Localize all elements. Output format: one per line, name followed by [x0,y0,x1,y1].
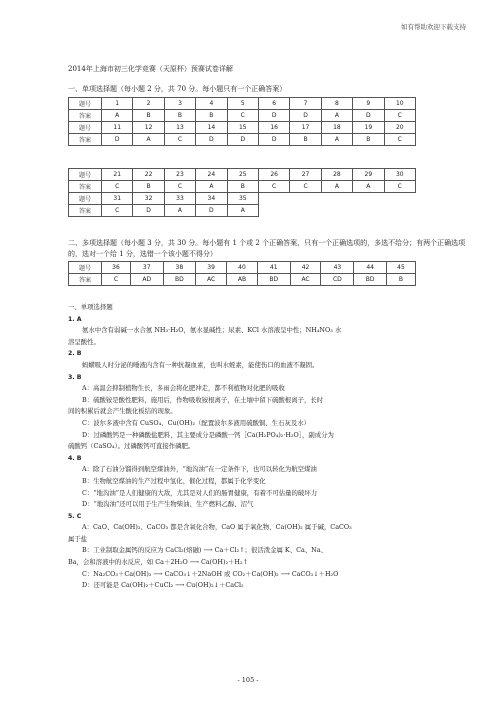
table-cell: 34 [196,193,227,205]
table-cell: 9 [353,98,384,110]
table-cell: AC [196,274,227,286]
row-label-cell: 答案 [69,181,102,193]
table-cell: A [133,134,164,146]
table-cell: 3 [164,98,195,110]
row-label-cell: 题号 [69,193,102,205]
table-cell: 39 [196,262,227,274]
body-line: 间的积累后就会产生酸化板结的现象。 [68,407,177,416]
table-cell: 20 [384,122,415,134]
table-cell: 11 [102,122,133,134]
table-cell: C [102,181,133,193]
table-row [69,110,416,122]
body-line: 1. A [68,315,82,323]
table-cell: D [133,205,164,217]
table-cell: BD [354,274,387,286]
answer-table-3 [68,261,416,286]
body-line: D：“地沟油”还可以用于生产生物柴油、生产燃料乙醇、沼气 [82,500,254,509]
body-line: 2. B [68,350,82,358]
body-line: 3. B [68,373,82,381]
table-cell: 40 [227,262,258,274]
body-line: 蚂蟥吸人时分泌的唾液内含有一种抗凝血素，也叫水蛭素，能使伤口的血液不凝固。 [82,360,319,369]
table-cell: B [133,110,164,122]
document-title: 2014年上海市初三化学竞赛（天原杯）预赛试卷详解 [68,65,233,73]
body-line: 5. C [68,512,82,520]
body-line: 4. B [68,454,82,462]
body-line: 属于盐 [68,534,88,543]
body-line: A：除了石油分馏得到航空煤油外，“地沟油”在一定条件下，也可以转化为航空煤油 [82,465,317,474]
table-cell: 10 [384,98,415,110]
section2-heading: 二、多项选择题（每小题 3 分，共 30 分。每小题有 1 个或 2 个正确答案，只有一个正确选项的，多选不给分；有两个正确选项的，选对一个给 1 分，选错一个该小题不得分） [68,239,466,258]
table-cell: B [164,110,195,122]
body-line: 一、单项选择题 [68,303,113,311]
table-cell: B [133,181,164,193]
table-cell: 14 [196,122,227,134]
table-cell: 29 [353,169,384,181]
table-cell: A [321,181,352,193]
table-cell: 7 [290,98,321,110]
table-cell: 15 [227,122,258,134]
row-label-cell: 题号 [69,169,102,181]
table-row [69,98,416,110]
table-cell: 5 [227,98,258,110]
table-cell: D [196,134,227,146]
body-line: 氨水中含有弱碱一水合氨 NH₃·H₂O，氨水显碱性；尿素、KCl 水溶液呈中性；NH₄NO₃ 水 [82,326,342,335]
table-row [69,193,416,205]
row-label-cell: 答案 [69,274,102,286]
table-row [69,205,416,217]
page-number: - 105 - [237,676,259,684]
table-cell: 16 [258,122,289,134]
table-cell: A [353,181,384,193]
table-cell: C [164,181,195,193]
body-line: B：生物航空煤油的生产过程中氢化、催化过程，都属于化学变化 [82,476,266,485]
table-cell: AD [130,274,163,286]
table-cell: D [290,110,321,122]
table-cell: 43 [321,262,354,274]
table-cell: C [164,134,195,146]
table-cell: CD [321,274,354,286]
body-line: Ba，会和溶液中的水反应，如 Ca＋2H₂O ⟶ Ca(OH)₂＋H₂↑ [68,558,248,567]
table-cell: 44 [354,262,387,274]
table-cell: D [258,110,289,122]
table-cell: 27 [290,169,321,181]
table-cell: 12 [133,122,164,134]
body-line: D：过磷酸钙是一种磷酸盐肥料，其主要成分是磷酸一钙［Ca(H₂PO₄)₂·H₂O］，副成分为 [82,430,334,439]
table-cell: A [196,181,227,193]
table-cell: 19 [353,122,384,134]
row-label-cell: 答案 [69,134,102,146]
body-line: C：波尔多液中含有 CuSO₄、Cu(OH)₂（配置波尔多液用硫酸铜、生石灰及水） [82,418,311,427]
table-cell: 2 [133,98,164,110]
table-row [69,169,416,181]
table-cell: C [102,274,131,286]
table-cell: C [227,110,258,122]
table-row [69,134,416,146]
table-cell: 26 [258,169,289,181]
body-line: 硫酸钙（CaSO₄）。过磷酸钙可直接作磷肥。 [68,442,195,451]
table-cell: 8 [321,98,352,110]
table-cell: 36 [102,262,131,274]
table-cell: 45 [386,262,415,274]
table-row [69,274,416,286]
body-line: C：“地沟油”是人们健康的大敌，尤其是对人们的肠胃健康，有着不可估量的破坏力 [82,488,318,497]
table-cell: 30 [384,169,415,181]
table-cell: 22 [133,169,164,181]
table-cell: 24 [196,169,227,181]
body-line: B：硫酸铵是酸性肥料，施用后，作物吸收铵根离子，在土壤中留下硫酸根离子，长时 [82,395,324,404]
table-cell: B [290,134,321,146]
table-cell: D [227,134,258,146]
page-header-note: 如有帮助欢迎下载支持 [401,23,466,31]
table-cell: 25 [227,169,258,181]
table-cell: AC [290,274,321,286]
table-cell: B [196,110,227,122]
table-cell: D [353,110,384,122]
table-cell: 21 [102,169,133,181]
table-row [69,262,416,274]
table-cell: D [196,205,227,217]
table-cell: 35 [227,193,258,205]
table-cell: 28 [321,169,352,181]
body-line: B：工业制取金属钙的反应为 CaCl₂(熔融) ⟶ Ca＋Cl₂↑；很活泼金属 K、Ca、Na、 [82,546,327,555]
section1-heading: 一、单项选择题（每小题 2 分，共 70 分。每小题只有一个正确答案） [68,85,287,93]
table-cell: 18 [321,122,352,134]
table-cell: 23 [164,169,195,181]
body-line: 溶呈酸性。 [68,337,100,346]
table-cell: 33 [164,193,195,205]
table-cell: C [290,181,321,193]
table-cell: 17 [290,122,321,134]
table-cell: C [384,181,415,193]
table-cell: 1 [102,98,133,110]
table-row [69,122,416,134]
row-label-cell: 答案 [69,110,102,122]
table-cell: 37 [130,262,163,274]
table-cell: 41 [257,262,290,274]
table-cell: BD [257,274,290,286]
table-cell: 32 [133,193,164,205]
table-cell: C [384,134,415,146]
table-cell: C [384,110,415,122]
table-cell: B [386,274,415,286]
table-cell: B [227,181,258,193]
body-line: C：Na₂CO₃＋Ca(OH)₂ ⟶ CaCO₃↓＋2NaOH 或 CO₂＋Ca(OH)₂ ⟶ CaCO₃↓＋H₂O [82,569,339,578]
body-line: D：还可能是 Ca(OH)₂＋CuCl₂ ⟶ Cu(OH)₂↓＋CaCl₂ [82,581,244,590]
table-cell: A [164,205,195,217]
table-cell: BD [163,274,196,286]
table-cell: A [227,205,258,217]
answer-table-2 [68,168,416,217]
answer-table-1 [68,97,416,146]
explanation-body [68,302,468,592]
table-cell: 4 [196,98,227,110]
row-label-cell: 题号 [69,122,102,134]
row-label-cell: 题号 [69,98,102,110]
table-cell: 6 [258,98,289,110]
table-cell: AB [227,274,258,286]
table-cell: 31 [102,193,133,205]
table-cell: C [258,181,289,193]
table-row [69,181,416,193]
table-cell: D [258,134,289,146]
table-cell: A [321,110,352,122]
body-line: A：高温会抑制植物生长，多雨会将化肥冲走，都不利植物对化肥的吸收 [82,384,285,393]
table-cell: C [102,205,133,217]
row-label-cell: 题号 [69,262,102,274]
row-label-cell: 答案 [69,205,102,217]
body-line: A：CaO、Ca(OH)₂、CaCO₃ 都是含氧化合物，CaO 属于氧化物，Ca(OH)₂ 属于碱，CaCO₃ [82,523,352,532]
table-cell: 42 [290,262,321,274]
table-cell: D [102,134,133,146]
table-cell: 38 [163,262,196,274]
table-cell: 13 [164,122,195,134]
table-cell: A [102,110,133,122]
table-cell: A [321,134,352,146]
table-cell: B [353,134,384,146]
